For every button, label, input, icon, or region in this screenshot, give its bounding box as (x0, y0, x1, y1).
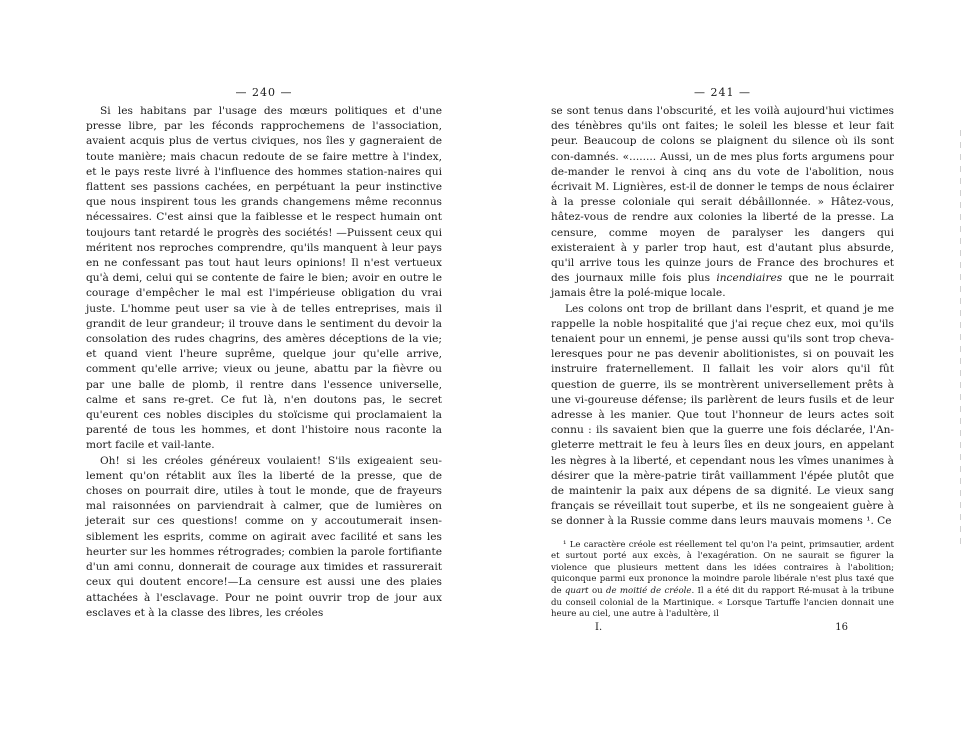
footnote-reference: ¹. Ce (866, 515, 892, 528)
paragraph-text: Les colons ont trop de brillant dans l'esprit, et quand je me rappelle la noble hospitalité que j'ai reçue chez eux, moi qu'ils tenaient pour un ennemi, je pense aussi qu'ils sont trop cheva-leresques pour ne pas devenir abolitionistes, si on pouvait les instruire fraternellement. Il fallait les voir alors qu'il fût question de guerre, ils se montrèrent universellement prêts à une vi-goureuse défense; ils parlèrent de leurs fusils et de leur adresse à les manier. Que tout l'honneur de leurs actes soit connu : ils savaient bien que la guerre une fois déclarée, l'An-gleterre mettrait le feu à leurs îles en deux jours, en appelant les nègres à la liberté, et cependant nous les vîmes unanimes à désirer que la mère-patrie tirât vaillamment l'épée plutôt que de maintenir la paix aux dépens de sa dignité. Le vieux sang français se réveillait tout superbe, et ils ne songeaient guère à se donner à la Russie comme dans leurs mauvais momens (551, 302, 894, 528)
signature-mark: I. (595, 621, 603, 633)
signature-number: 16 (835, 621, 848, 633)
signature-line (551, 622, 894, 633)
footnote-part: Il a été dit du rapport Ré-musat à la tribune du conseil colonial de la Martinique. « Lorsque Tartuffe l'ancien donnait une heure au ciel, une autre à l'adultère, il (551, 586, 894, 620)
paragraph-text: que ne le pourrait jamais être la polé-mique locale. (551, 272, 894, 300)
footnote-text (551, 540, 894, 621)
footnote (551, 540, 894, 621)
paragraph: Oh! si les créoles généreux voulaient! S'ils exigeaient seu-lement qu'on rétablit aux îles la liberté de la presse, que de choses on pourrait dire, utiles à tout le monde, que de frayeurs mal raisonnées on parviendrait à calmer, que de lumières on jeterait sur ces questions! comme on y accoutumerait insen-siblement les esprits, comme on agirait avec facilité et sans les heurter sur les hommes rétrogrades; combien la parole fortifiante d'un ami connu, donnerait de courage aux timides et rassurerait ceux qui doutent encore!—La censure est aussi une des plaies attachées à l'esclavage. Pour ne point ouvrir trop de jour aux esclaves et à la classe des libres, les créoles (86, 454, 442, 619)
page-edge-shadow (960, 130, 961, 550)
body-text (86, 104, 442, 621)
page-number: — 240 — (235, 86, 293, 99)
paragraph-text: se sont tenus dans l'obscurité, et les voilà aujourd'hui victimes des ténèbres qu'ils ont faites; le soleil les blesse et leur fait peur. Beaucoup de colons se plaignent du silence où ils sont con-damnés. «........ Aussi, un de mes plus forts argumens pour de-mander le renvoi à cinq ans du vote de l'abolition, nous écrivait M. Lignières, est-il de donner le temps de nous éclairer à la presse coloniale qui serait débâillonnée. » Hâtez-vous, hâtez-vous de rendre aux colonies la liberté de la presse. La censure, comme moyen de paralyser les dangers qui existeraient à y parler trop haut, est d'autant plus absurde, qu'il arrive tous les quinze jours de France des brochures et des journaux mille fois plus (551, 105, 894, 285)
page-number: — 241 — (694, 86, 751, 99)
right-page (551, 86, 894, 633)
footnote-part: ¹ Le caractère créole est réellement tel qu'on l'a peint, primsautier, ardent et surtout porté aux excès, à l'exagération. On ne saurait se figurer la violence que plusieurs mettent dans les idées contraires à l'abolition; quiconque parmi eux prononce la moindre parole libérale n'est plus taxé que de (551, 539, 894, 597)
paragraph (551, 302, 894, 530)
paragraph: Si les habitans par l'usage des mœurs politiques et d'une presse libre, par les féconds rapprochemens de l'association, avaient acquis plus de vertus civiques, nos îles y gagneraient de toute manière; mais chacun redoute de se faire mettre à l'index, et le pays reste livré à l'influence des hommes station-naires qui flattent ses passions cachées, en perpétuant la peur instinctive que nous inspirent tous les grands changemens même reconnus nécessaires. C'est ainsi que la faiblesse et le respect humain ont toujours tant retardé le progrès des sociétés! —Puissent ceux qui méritent nos reproches comprendre, qu'ils manquent à leur pays en ne confessant pas tout haut leurs opinions! Il n'est vertueux qu'à demi, celui qui se contente de faire le bien; avoir en outre le courage d'empêcher le mal est l'impérieuse obligation du vrai juste. L'homme peut user sa vie à de telles entreprises, mais il grandit de leur grandeur; il trouve dans le sentiment du devoir la consolation des rudes chagrins, des amères déceptions de la vie; et quand vient l'heure suprême, quelque jour qu'elle arrive, comment qu'elle arrive; vieux ou jeune, abattu par la fièvre ou par une balle de plomb, il rentre dans l'essence universelle, calme et sans re-gret. Ce fut là, n'en doutons pas, le secret qu'eurent ces nobles disciples du stoïcisme qui proclamaient la parenté de tous les hommes, et dont l'histoire nous raconte la mort facile et vail-lante. (86, 105, 442, 452)
emphasis: de moitié de créole. (605, 586, 695, 597)
left-page (86, 86, 442, 621)
footnote-part: ou (591, 586, 603, 597)
body-text (551, 104, 894, 530)
paragraph (551, 104, 894, 302)
emphasis: quart (564, 586, 589, 597)
emphasis: incendiaires (716, 272, 783, 285)
